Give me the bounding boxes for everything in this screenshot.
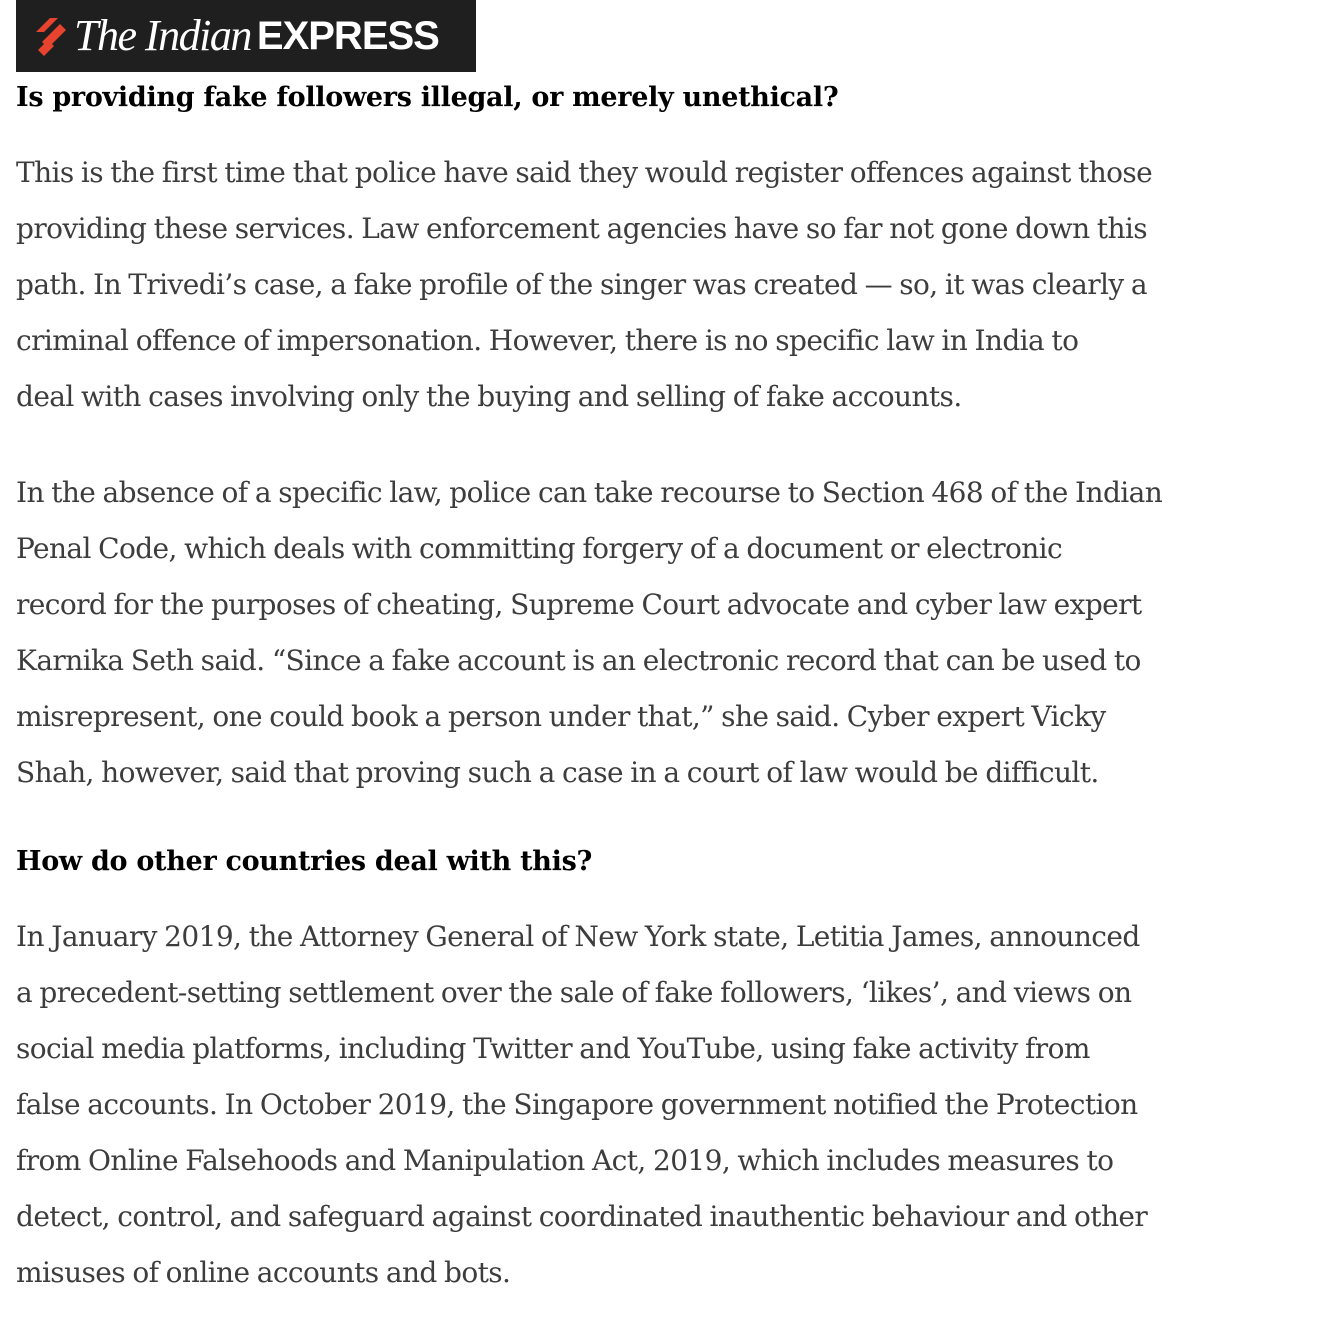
section-heading-fake-followers: Is providing fake followers illegal, or merely unethical? [16,82,839,113]
paragraph-line: criminal offence of impersonation. However, there is no specific law in India to [16,324,1079,357]
paragraph-line: detect, control, and safeguard against coordinated inauthentic behaviour and other [16,1200,1148,1233]
paragraph-line: In January 2019, the Attorney General of New York state, Letitia James, announced [16,920,1140,953]
paragraph-line: This is the first time that police have said they would register offences against those [16,156,1153,189]
paragraph-other-countries [16,909,1312,1301]
paragraph-line: path. In Trivedi’s case, a fake profile of the singer was created — so, it was clearly a [16,268,1148,301]
paragraph-line: Penal Code, which deals with committing forgery of a document or electronic [16,532,1063,565]
paragraph-line: Karnika Seth said. “Since a fake account is an electronic record that can be used to [16,644,1141,677]
paragraph-line: record for the purposes of cheating, Supreme Court advocate and cyber law expert [16,588,1142,621]
masthead-logo[interactable] [16,0,476,72]
paragraph-first-time-police [16,145,1312,425]
paragraph-line: social media platforms, including Twitter and YouTube, using fake activity from [16,1032,1090,1065]
paragraph-line: a precedent-setting settlement over the sale of fake followers, ‘likes’, and views on [16,976,1132,1009]
paragraph-absence-of-law [16,465,1312,801]
logo-wordmark-express: EXPRESS [256,14,439,58]
indian-express-logo-icon [34,14,68,58]
paragraph-line: providing these services. Law enforcement agencies have so far not gone down this [16,212,1148,245]
paragraph-line: Shah, however, said that proving such a case in a court of law would be difficult. [16,756,1099,789]
paragraph-line: In the absence of a specific law, police can take recourse to Section 468 of the Indian [16,476,1163,509]
paragraph-line: false accounts. In October 2019, the Singapore government notified the Protection [16,1088,1138,1121]
section-heading-other-countries: How do other countries deal with this? [16,846,592,877]
paragraph-line: from Online Falsehoods and Manipulation Act, 2019, which includes measures to [16,1144,1114,1177]
paragraph-line: misuses of online accounts and bots. [16,1256,511,1289]
logo-wordmark-the-indian: The Indian [74,11,251,60]
paragraph-line: misrepresent, one could book a person under that,” she said. Cyber expert Vicky [16,700,1106,733]
paragraph-line: deal with cases involving only the buying and selling of fake accounts. [16,380,962,413]
